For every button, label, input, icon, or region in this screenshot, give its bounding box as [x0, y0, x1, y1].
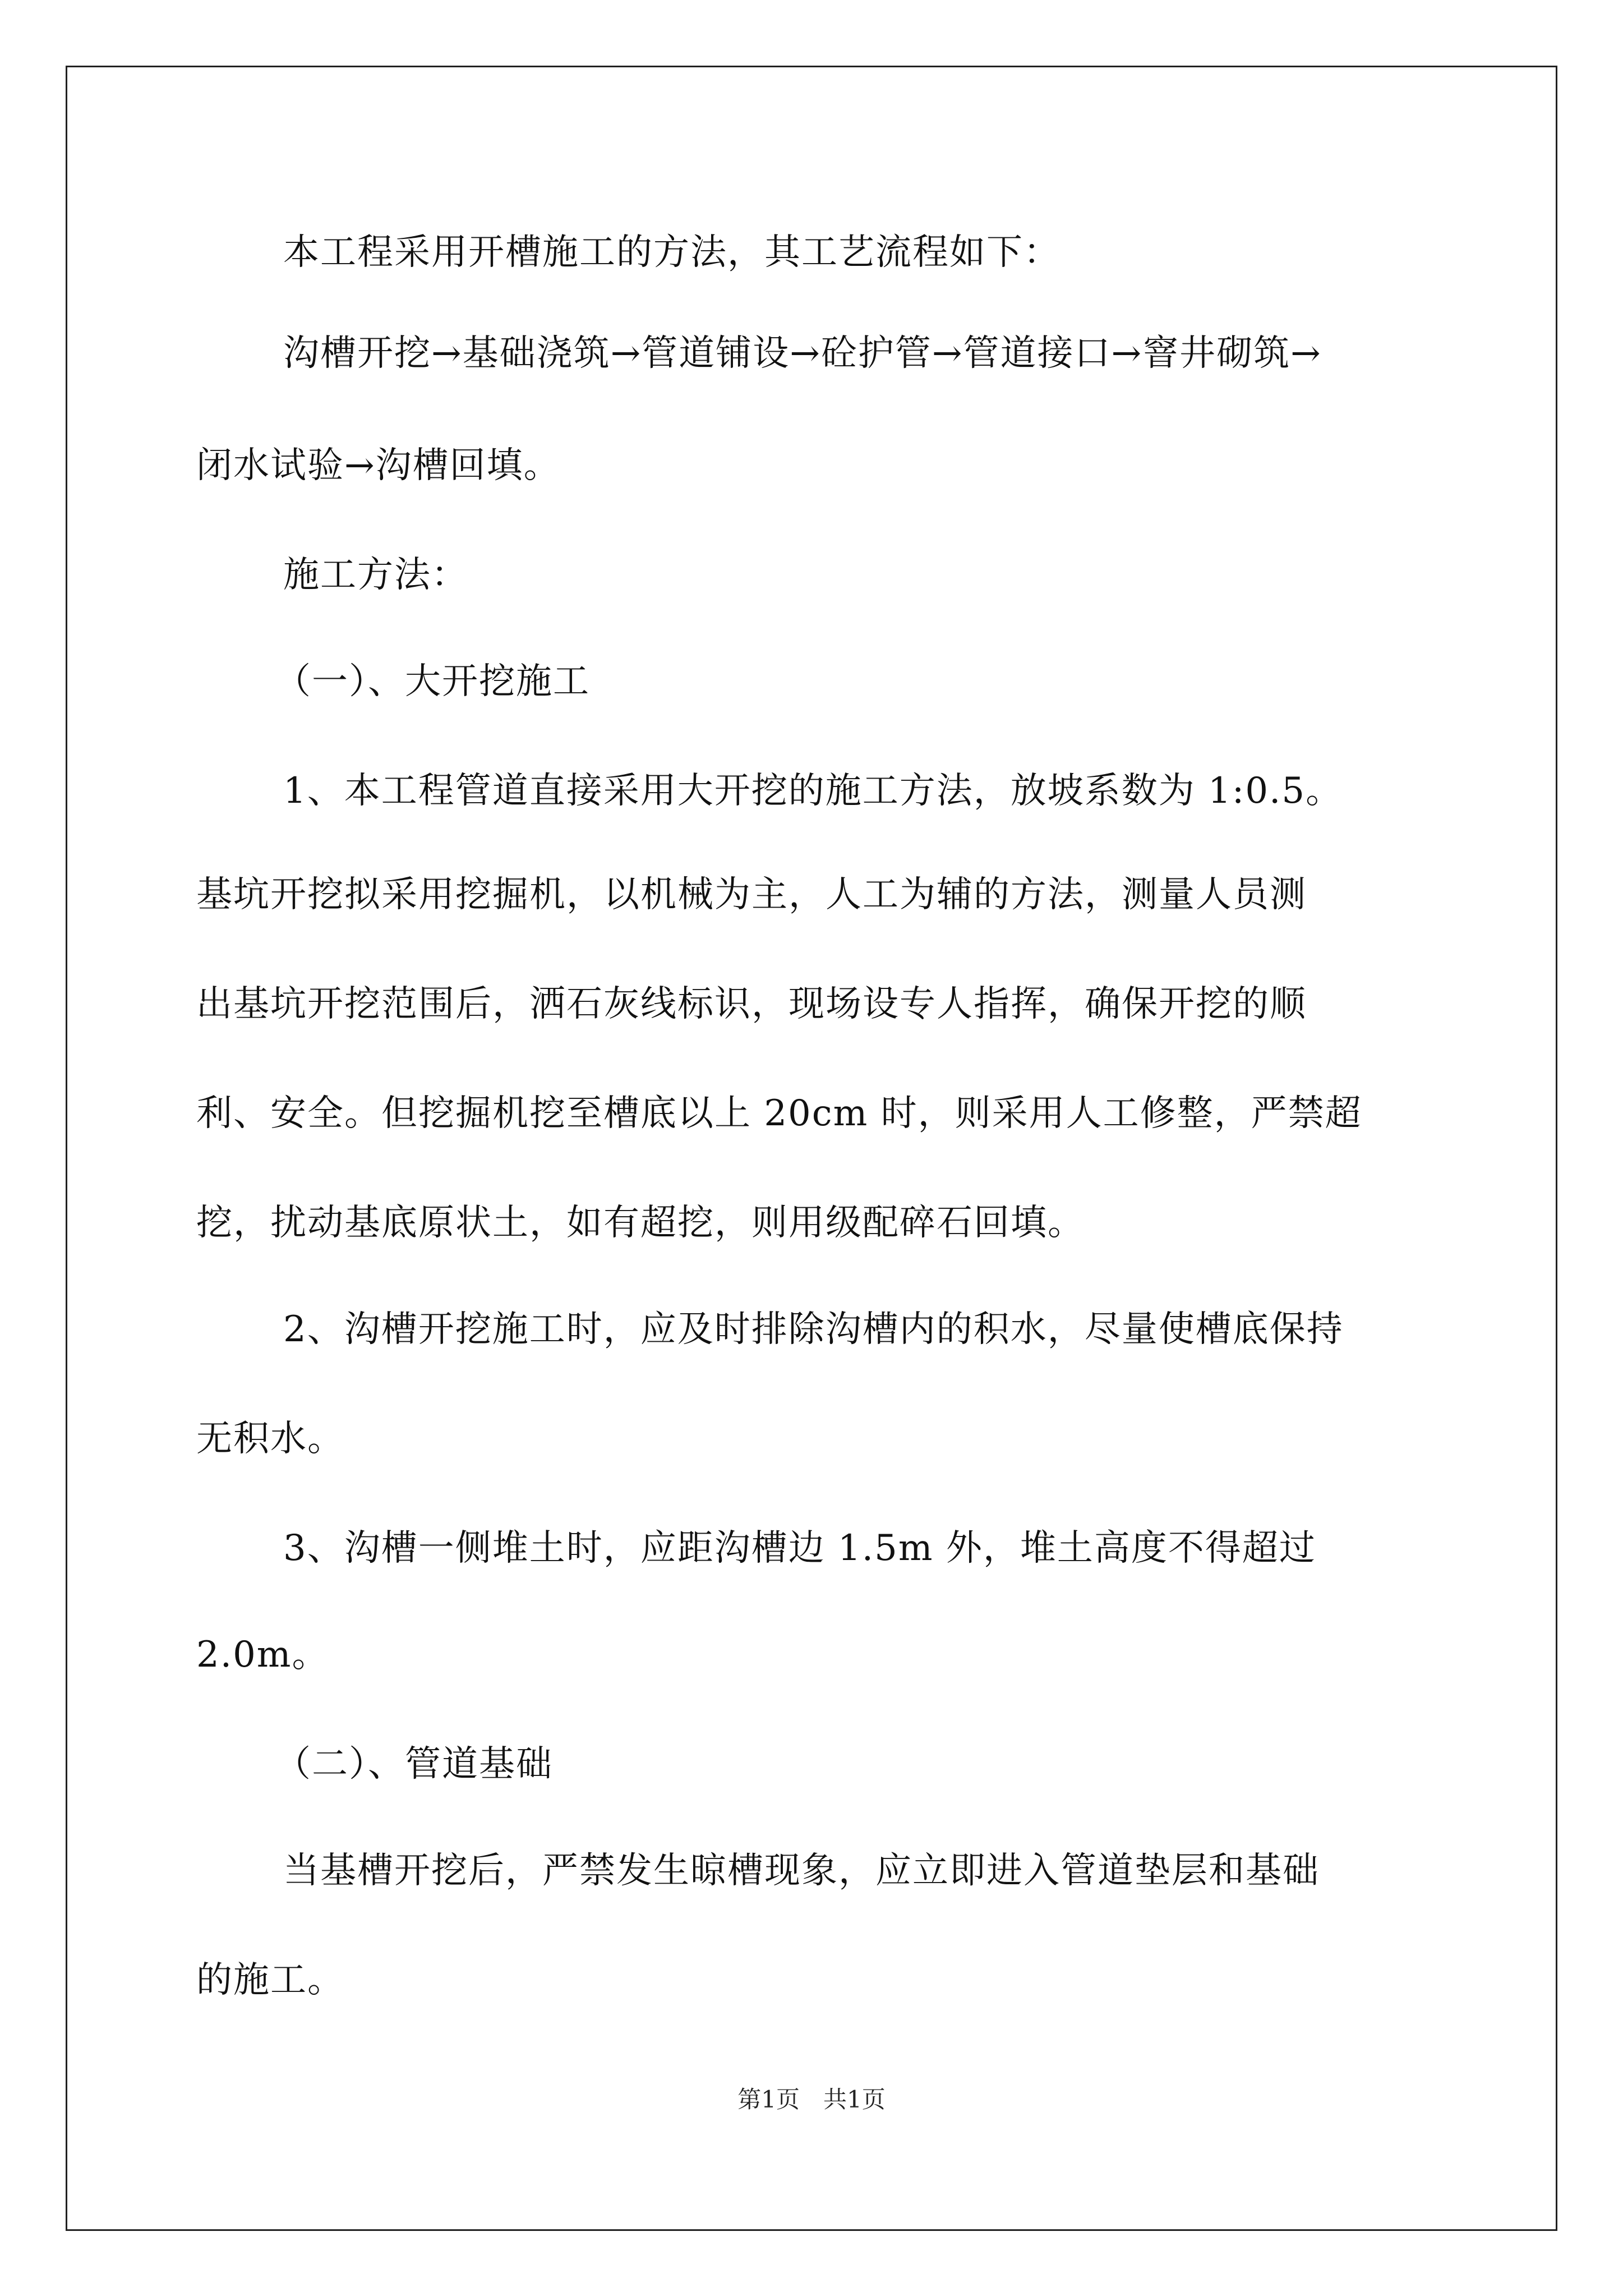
process-flow-line-1: 沟槽开挖→基础浇筑→管道铺设→砼护管→管道接口→窨井砌筑→ — [283, 333, 1322, 374]
paragraph-1-line-1: 1、本工程管道直接采用大开挖的施工方法，放坡系数为 1:0.5。 — [283, 770, 1343, 812]
section-heading-2: （二）、管道基础 — [275, 1743, 553, 1785]
method-heading: 施工方法： — [283, 554, 468, 596]
paragraph-2-line-1: 2、沟槽开挖施工时，应及时排除沟槽内的积水，尽量使槽底保持 — [283, 1309, 1344, 1350]
paragraph-4-line-2: 的施工。 — [196, 1959, 344, 2001]
intro-line: 本工程采用开槽施工的方法，其工艺流程如下： — [283, 232, 1061, 273]
section-heading-1: （一）、大开挖施工 — [275, 661, 590, 702]
paragraph-3-line-2: 2.0m。 — [196, 1634, 329, 1676]
paragraph-1-line-3: 出基坑开挖范围后，洒石灰线标识，现场设专人指挥，确保开挖的顺 — [196, 983, 1307, 1025]
paragraph-1-line-4: 利、安全。但挖掘机挖至槽底以上 20cm 时，则采用人工修整，严禁超 — [196, 1093, 1362, 1134]
paragraph-2-line-2: 无积水。 — [196, 1418, 344, 1460]
paragraph-4-line-1: 当基槽开挖后，严禁发生晾槽现象，应立即进入管道垫层和基础 — [283, 1850, 1320, 1892]
process-flow-line-2: 闭水试验→沟槽回填。 — [196, 445, 561, 486]
paragraph-1-line-5: 挖，扰动基底原状土，如有超挖，则用级配碎石回填。 — [196, 1202, 1085, 1244]
paragraph-3-line-1: 3、沟槽一侧堆土时，应距沟槽边 1.5m 外，堆土高度不得超过 — [283, 1527, 1316, 1569]
page-border — [66, 66, 1557, 2231]
paragraph-1-line-2: 基坑开挖拟采用挖掘机，以机械为主，人工为辅的方法，测量人员测 — [196, 874, 1307, 915]
page-number-footer: 第1页 共1页 — [737, 2086, 886, 2113]
